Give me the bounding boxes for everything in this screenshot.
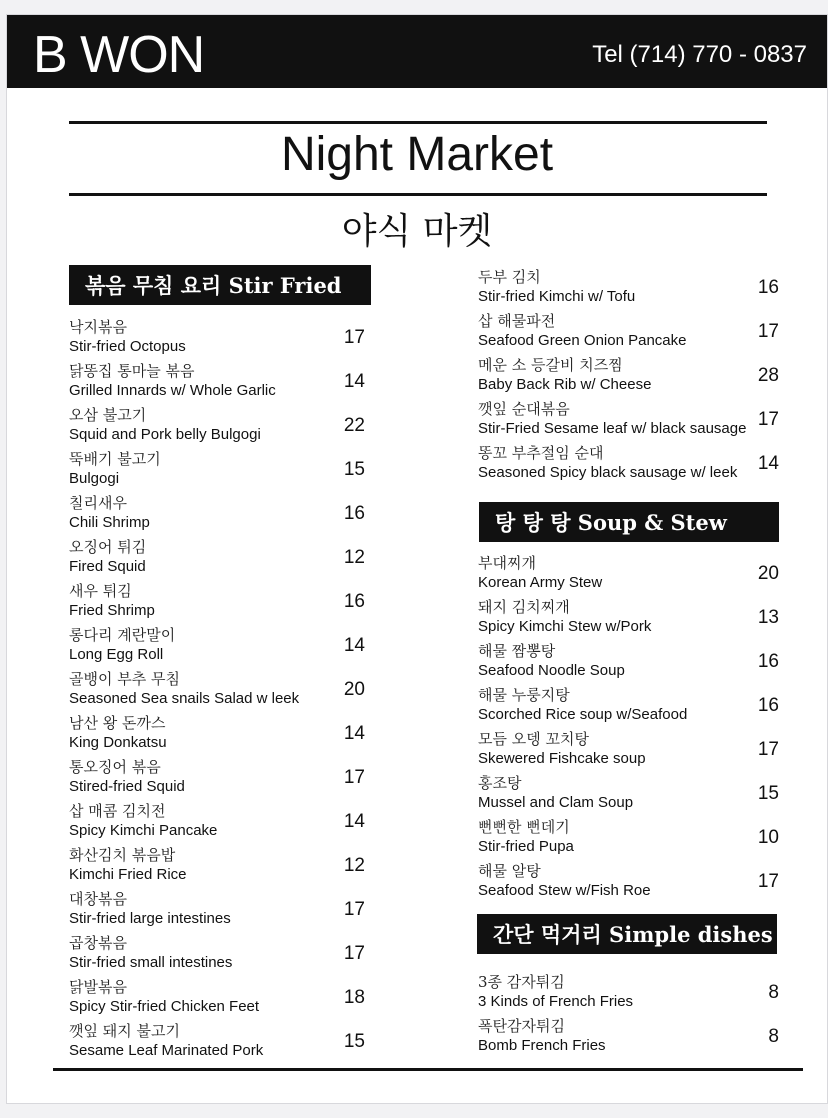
menu-item-english-name: Stir-fried small intestines: [69, 954, 233, 971]
menu-item-price: 14: [343, 811, 365, 832]
menu-item-korean-name: 뻔뻔한 뻔데기: [478, 818, 570, 836]
divider-top: [69, 121, 767, 124]
menu-item-price: 12: [343, 855, 365, 876]
menu-item-korean-name: 삽 매콤 김치전: [69, 802, 166, 820]
menu-item-korean-name: 남산 왕 돈까스: [69, 714, 166, 732]
menu-item-price: 17: [343, 767, 365, 788]
menu-item-english-name: Seasoned Sea snails Salad w leek: [69, 690, 300, 707]
menu-item-price: 20: [757, 563, 779, 584]
menu-item-korean-name: 해물 짬뽕탕: [478, 642, 556, 660]
menu-item-english-name: Skewered Fishcake soup: [478, 750, 646, 767]
menu-item-price: 17: [343, 327, 365, 348]
page-subtitle-korean: 야식 마켓: [341, 211, 493, 252]
menu-item-english-name: Bulgogi: [69, 470, 120, 487]
menu-item-korean-name: 똥꼬 부추절임 순대: [478, 444, 604, 462]
menu-item-korean-name: 칠리새우: [69, 494, 127, 512]
menu-item-english-name: Korean Army Stew: [478, 574, 603, 591]
menu-item-korean-name: 롱다리 계란말이: [69, 626, 176, 644]
menu-item-english-name: Stir-fried Octopus: [69, 338, 186, 355]
menu-item-english-name: Stired-fried Squid: [69, 778, 185, 795]
menu-item-korean-name: 골뱅이 부추 무침: [69, 670, 180, 688]
menu-item-price: 8: [768, 982, 779, 1003]
menu-item-korean-name: 화산김치 볶음밥: [69, 846, 176, 864]
menu-item-price: 12: [343, 547, 365, 568]
menu-item-price: 14: [343, 371, 365, 392]
menu-item-english-name: Long Egg Roll: [69, 646, 164, 663]
menu-item-price: 16: [343, 503, 365, 524]
menu-item-price: 28: [757, 365, 779, 386]
menu-item-english-name: Mussel and Clam Soup: [478, 794, 634, 811]
menu-item-price: 17: [757, 871, 779, 892]
brand-logo: B WON: [33, 26, 205, 84]
menu-item-price: 17: [343, 899, 365, 920]
menu-item-english-name: Fired Squid: [69, 558, 146, 575]
menu-item-english-name: Chili Shrimp: [69, 514, 150, 531]
menu-item-korean-name: 오삼 불고기: [69, 406, 147, 424]
menu-item-english-name: Spicy Kimchi Stew w/Pork: [478, 618, 652, 635]
menu-item-korean-name: 대창볶음: [69, 890, 127, 908]
menu-item-korean-name: 폭탄감자튀김: [478, 1017, 565, 1035]
menu-item-price: 16: [757, 277, 779, 298]
menu-item-korean-name: 뚝배기 불고기: [69, 450, 161, 468]
menu-item-english-name: Stir-fried large intestines: [69, 910, 231, 927]
menu-item-korean-name: 닭똥집 통마늘 볶음: [69, 362, 195, 380]
menu-item-price: 8: [768, 1026, 779, 1047]
menu-item-price: 17: [757, 321, 779, 342]
menu-item-price: 16: [757, 695, 779, 716]
menu-item-english-name: King Donkatsu: [69, 734, 167, 751]
menu-item-korean-name: 곱창볶음: [69, 934, 127, 952]
menu-item-english-name: Kimchi Fried Rice: [69, 866, 187, 883]
menu-item-price: 13: [757, 607, 779, 628]
menu-item-korean-name: 오징어 튀김: [69, 538, 147, 556]
menu-item-english-name: Stir-fried Kimchi w/ Tofu: [478, 288, 636, 305]
menu-item-korean-name: 두부 김치: [478, 268, 541, 286]
menu-page: [6, 14, 828, 1104]
menu-item-english-name: 3 Kinds of French Fries: [478, 993, 634, 1010]
menu-item-english-name: Stir-Fried Sesame leaf w/ black sausage: [478, 420, 747, 437]
divider-bottom: [53, 1068, 803, 1071]
menu-item-price: 10: [757, 827, 779, 848]
menu-item-price: 15: [757, 783, 779, 804]
menu-item-english-name: Seafood Stew w/Fish Roe: [478, 882, 651, 899]
section-heading-simple-dishes: 간단 먹거리 Simple dishes: [477, 914, 777, 954]
menu-item-english-name: Grilled Innards w/ Whole Garlic: [69, 382, 276, 399]
menu-item-korean-name: 모듬 오뎅 꼬치탕: [478, 730, 589, 748]
menu-item-english-name: Fried Shrimp: [69, 602, 155, 619]
menu-item-english-name: Baby Back Rib w/ Cheese: [478, 376, 652, 393]
menu-item-price: 18: [343, 987, 365, 1008]
menu-item-korean-name: 깻잎 돼지 불고기: [69, 1022, 180, 1040]
menu-item-korean-name: 닭발볶음: [69, 978, 127, 996]
divider-title: [69, 193, 767, 196]
section-heading-soup-stew: 탕 탕 탕 Soup & Stew: [479, 502, 779, 542]
menu-item-korean-name: 새우 튀김: [69, 582, 132, 600]
menu-item-price: 17: [757, 409, 779, 430]
menu-item-price: 14: [343, 635, 365, 656]
menu-item-korean-name: 메운 소 등갈비 치즈찜: [478, 356, 623, 374]
menu-item-price: 22: [343, 415, 365, 436]
menu-item-english-name: Seasoned Spicy black sausage w/ leek: [478, 464, 738, 481]
menu-item-price: 16: [343, 591, 365, 612]
menu-item-english-name: Spicy Stir-fried Chicken Feet: [69, 998, 260, 1015]
menu-item-korean-name: 3종 감자튀김: [478, 973, 565, 991]
menu-item-korean-name: 깻잎 순대볶음: [478, 400, 570, 418]
menu-item-english-name: Spicy Kimchi Pancake: [69, 822, 218, 839]
menu-item-price: 14: [757, 453, 779, 474]
menu-item-english-name: Bomb French Fries: [478, 1037, 606, 1054]
menu-item-price: 17: [343, 943, 365, 964]
menu-item-korean-name: 삽 해물파전: [478, 312, 556, 330]
menu-item-english-name: Scorched Rice soup w/Seafood: [478, 706, 688, 723]
page-title: Night Market: [280, 128, 554, 181]
menu-item-korean-name: 해물 알탕: [478, 862, 541, 880]
menu-item-korean-name: 부대찌개: [478, 554, 536, 572]
section-heading-stir-fried: 볶음 무침 요리 Stir Fried: [69, 265, 371, 305]
menu-item-korean-name: 돼지 김치찌개: [478, 598, 570, 616]
menu-item-price: 15: [343, 459, 365, 480]
menu-item-korean-name: 해물 누룽지탕: [478, 686, 570, 704]
telephone-number: Tel (714) 770 - 0837: [592, 41, 807, 68]
menu-item-korean-name: 낙지볶음: [69, 318, 127, 336]
menu-item-price: 15: [343, 1031, 365, 1052]
menu-item-price: 20: [343, 679, 365, 700]
menu-item-english-name: Squid and Pork belly Bulgogi: [69, 426, 261, 443]
menu-item-korean-name: 통오징어 볶음: [69, 758, 161, 776]
menu-item-english-name: Sesame Leaf Marinated Pork: [69, 1042, 264, 1059]
menu-item-english-name: Seafood Green Onion Pancake: [478, 332, 687, 349]
header-bar: [7, 15, 827, 88]
menu-item-english-name: Seafood Noodle Soup: [478, 662, 625, 679]
menu-item-english-name: Stir-fried Pupa: [478, 838, 574, 855]
menu-item-price: 16: [757, 651, 779, 672]
menu-item-price: 17: [757, 739, 779, 760]
menu-item-korean-name: 홍조탕: [478, 774, 522, 792]
menu-item-price: 14: [343, 723, 365, 744]
